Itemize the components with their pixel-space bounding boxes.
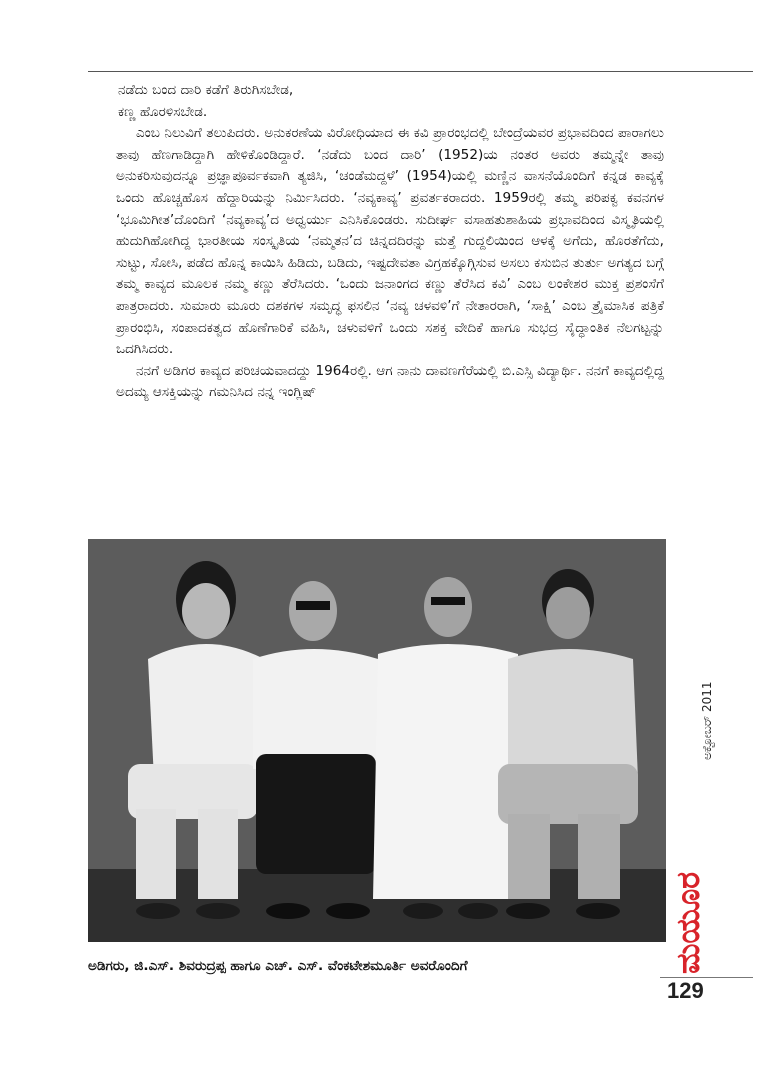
article-body bbox=[116, 80, 664, 404]
photo-caption: ಅಡಿಗರು, ಜಿ.ಎಸ್. ಶಿವರುದ್ರಪ್ಪ ಹಾಗೂ ಎಚ್. ಎಸ್. ವೆಂಕಟೇಶಮೂರ್ತಿ ಅವರೊಂದಿಗೆ bbox=[88, 958, 468, 974]
verse-line-1: ನಡೆದು ಬಂದ ದಾರಿ ಕಡೆಗೆ ತಿರುಗಿಸಬೇಡ, bbox=[118, 82, 294, 98]
issue-date: ಅಕ್ಟೋಬರ್ 2011 bbox=[700, 681, 714, 760]
verse-line-2: ಕಣ್ಣ ಹೊರಳಿಸಬೇಡ. bbox=[118, 103, 208, 120]
top-rule bbox=[88, 71, 753, 72]
group-photo-drawing bbox=[88, 539, 666, 942]
paragraph-1: ಎಂಬ ನಿಲುವಿಗೆ ತಲುಪಿದರು. ಅನುಕರಣೆಯ ವಿರೋಧಿಯಾದ ಈ ಕವಿ ಪ್ರಾರಂಭದಲ್ಲಿ ಬೇಂದ್ರೆಯವರ ಪ್ರಭಾವದಿಂದ ಪಾರಾಗಲು ತಾವು ಹೆಣಗಾಡಿದ್ದಾಗಿ ಹೇಳಿಕೊಂಡಿದ್ದಾರೆ. ‘ನಡೆದು ಬಂದ ದಾರಿ’ (1952)ಯ ನಂತರ ಅವರು ತಮ್ಮನ್ನೇ ತಾವು ಅನುಕರಿಸುವುದನ್ನೂ ಪ್ರಜ್ಞಾಪೂರ್ವಕವಾಗಿ ತ್ಯಜಿಸಿ, ‘ಚಂಡೆಮದ್ದಳೆ’ (1954)ಯಲ್ಲಿ ಮಣ್ಣಿನ ವಾಸನೆಯೊಂದಿಗೆ ಕನ್ನಡ ಕಾವ್ಯಕ್ಕೆ ಒಂದು ಹೊಚ್ಚಹೊಸ ಹೆದ್ದಾರಿಯನ್ನು ನಿರ್ಮಿಸಿದರು. ‘ನವ್ಯಕಾವ್ಯ’ ಪ್ರವರ್ತಕರಾದರು. 1959ರಲ್ಲಿ ತಮ್ಮ ಪರಿಪಕ್ವ ಕವನಗಳ ‘ಭೂಮಿಗೀತ’ದೊಂದಿಗೆ ‘ನವ್ಯಕಾವ್ಯ’ದ ಅಧ್ವರ್ಯು ಎನಿಸಿಕೊಂಡರು. ಸುದೀರ್ಘ ವಸಾಹತುಶಾಹಿಯ ಪ್ರಭಾವದಿಂದ ವಿಸ್ಮೃತಿಯಲ್ಲಿ ಹುದುಗಿಹೋಗಿದ್ದ ಭಾರತೀಯ ಸಂಸ್ಕೃತಿಯ ‘ನಮ್ಮತನ’ದ ಚಿನ್ನದದಿರನ್ನು ಮತ್ತೆ ಗುದ್ದಲಿಯಿಂದ ಆಳಕ್ಕೆ ಅಗೆದು, ಹೊರತೆಗೆದು, ಸುಟ್ಟು, ಸೋಸಿ, ಪಡೆದ ಹೊನ್ನ ಕಾಯಿಸಿ ಹಿಡಿದು, ಬಡಿದು, ಇಷ್ಟದೇವತಾ ವಿಗ್ರಹಕ್ಕೊಗ್ಗಿಸುವ ಅಸಲು ಕಸುಬಿನ ತುರ್ತು ಅಗತ್ಯದ ಬಗ್ಗೆ ತಮ್ಮ ಕಾವ್ಯದ ಮೂಲಕ ನಮ್ಮ ಕಣ್ಣು ತೆರೆಸಿದರು. ‘ಒಂದು ಜನಾಂಗದ ಕಣ್ಣು ತೆರೆಸಿದ ಕವಿ’ ಎಂಬ ಲಂಕೇಶರ ಮುಕ್ತ ಪ್ರಶಂಸೆಗೆ ಪಾತ್ರರಾದರು. ಸುಮಾರು ಮೂರು ದಶಕಗಳ ಸಮೃದ್ಧ ಫಸಲಿನ ‘ನವ್ಯ ಚಳವಳಿ’ಗೆ ನೇತಾರರಾಗಿ, ‘ಸಾಕ್ಷಿ’ ಎಂಬ ತ್ರೈಮಾಸಿಕ ಪತ್ರಿಕೆ ಪ್ರಾರಂಭಿಸಿ, ಸಂಪಾದಕತ್ವದ ಹೊಣೆಗಾರಿಕೆ ವಹಿಸಿ, ಚಳುವಳಿಗೆ ಒಂದು ಸಶಕ್ತ ವೇದಿಕೆ ಹಾಗೂ ಸುಭದ್ರ ಸೈದ್ಧಾಂತಿಕ ನೆಲಗಟ್ಟನ್ನು ಒದಗಿಸಿದರು. bbox=[116, 125, 664, 358]
paragraph-2: ನನಗೆ ಅಡಿಗರ ಕಾವ್ಯದ ಪರಿಚಯವಾದದ್ದು 1964ರಲ್ಲಿ. ಆಗ ನಾನು ದಾವಣಗೆರೆಯಲ್ಲಿ ಬಿ.ಎಸ್ಸಿ ವಿದ್ಯಾರ್ಥಿ. ನನಗೆ ಕಾವ್ಯದಲ್ಲಿದ್ದ ಅದಮ್ಯ ಆಸಕ್ತಿಯನ್ನು ಗಮನಿಸಿದ ನನ್ನ ಇಂಗ್ಲಿಷ್ bbox=[116, 362, 664, 401]
group-photo bbox=[88, 539, 666, 942]
magazine-logo: ಮಯೂರ bbox=[669, 871, 707, 974]
page-number: 129 bbox=[667, 978, 704, 1003]
